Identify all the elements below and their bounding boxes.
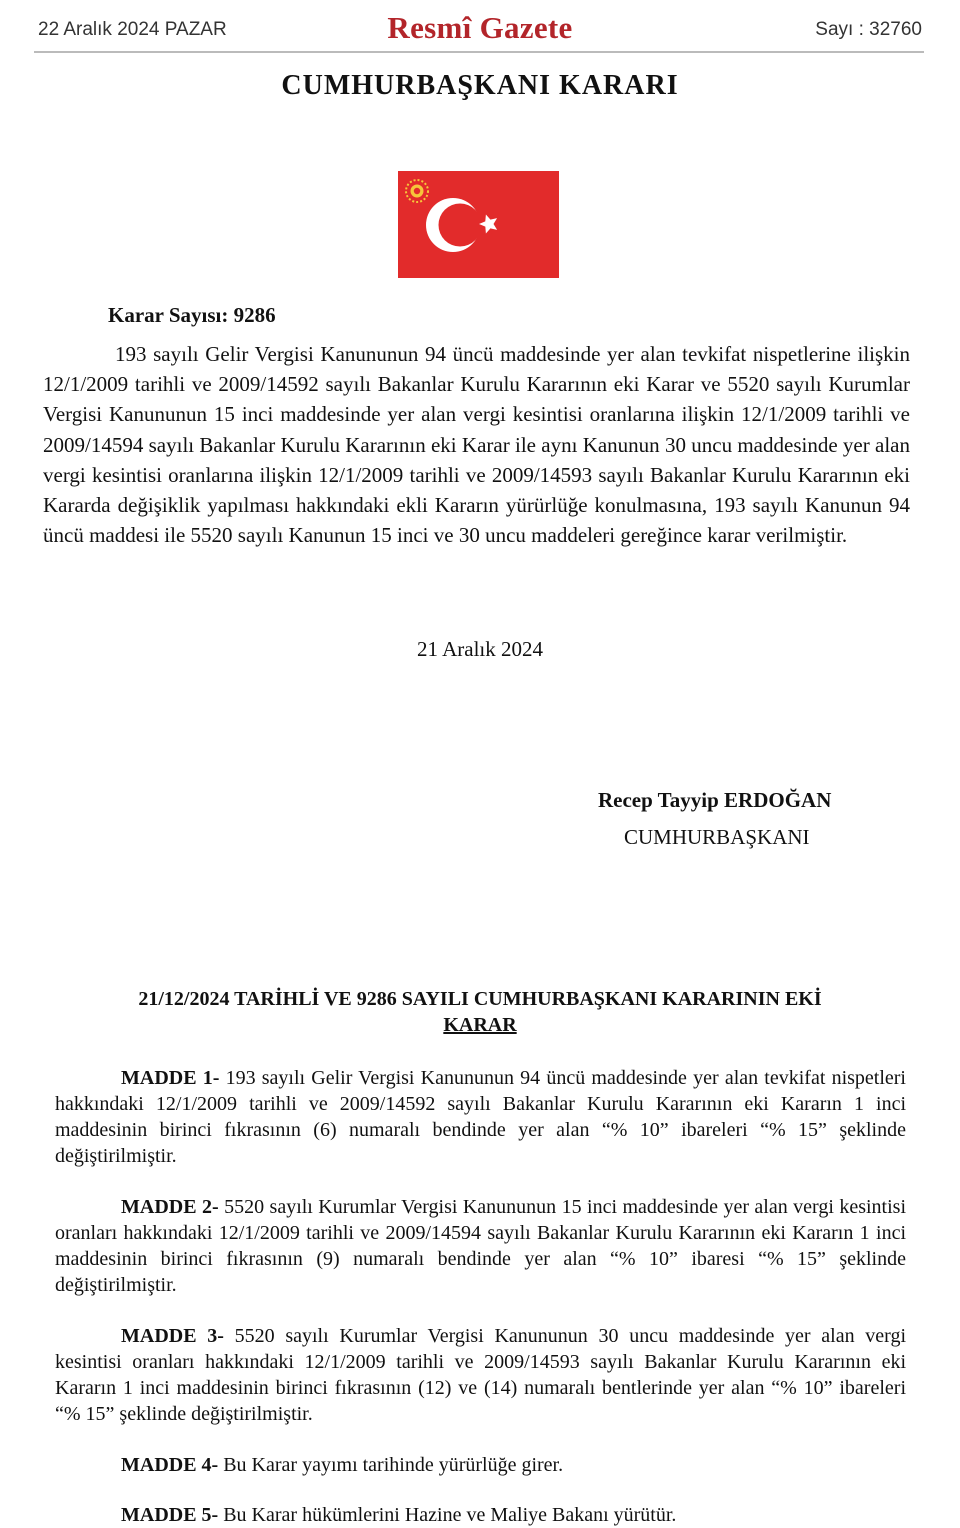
issue-number: Sayı : 32760 xyxy=(815,19,922,40)
article-5 xyxy=(55,1502,906,1528)
article-text: Bu Karar hükümlerini Hazine ve Maliye Bakanı yürütür. xyxy=(223,1504,677,1526)
article-label: MADDE 5- xyxy=(121,1504,219,1526)
article-text: 193 sayılı Gelir Vergisi Kanununun 94 üncü maddesinde yer alan tevkifat nispetleri hakkındaki 12/1/2009 tarihli ve 2009/14592 sayılı Bakanlar Kurulu Kararının eki Kararın 1 inci maddesinin birinci fıkrasının (6) numaralı bendinde yer alan “% 10” ibareleri “% 15” şeklinde değiştirilmiştir. xyxy=(55,1067,906,1167)
signer-title: CUMHURBAŞKANI xyxy=(624,825,810,849)
signature-date: 21 Aralık 2024 xyxy=(417,637,543,661)
annex-title xyxy=(60,986,900,1038)
annex-title-line2: KARAR xyxy=(443,1014,517,1036)
signer-name: Recep Tayyip ERDOĞAN xyxy=(598,788,832,812)
header-divider xyxy=(34,51,924,53)
article-label: MADDE 1- xyxy=(121,1067,220,1089)
gazette-header xyxy=(38,10,922,50)
article-4 xyxy=(55,1452,906,1478)
article-text: Bu Karar yayımı tarihinde yürürlüğe girer. xyxy=(223,1454,564,1476)
turkish-flag-icon xyxy=(398,171,559,278)
decision-number: Karar Sayısı: 9286 xyxy=(108,303,276,327)
article-label: MADDE 3- xyxy=(121,1325,224,1347)
gazette-title: Resmî Gazete xyxy=(387,10,573,45)
preamble-paragraph: 193 sayılı Gelir Vergisi Kanununun 94 üncü maddesinde yer alan tevkifat nispetlerine ilişkin 12/1/2009 tarihli ve 2009/14592 sayılı Bakanlar Kurulu Kararının eki Karar ve 5520 sayılı Kurumlar Vergisi Kanununun 15 inci maddesinde yer alan vergi kesintisi oranlarına ilişkin 12/1/2009 tarihli ve 2009/14594 sayılı Bakanlar Kurulu Kararının eki Karar ile aynı Kanunun 30 uncu maddesinde yer alan vergi kesintisi oranlarına ilişkin 12/1/2009 tarihli ve 2009/14593 sayılı Bakanlar Kurulu Kararının eki Kararda değişiklik yapılması hakkındaki ekli Kararın yürürlüğe konulmasına, 193 sayılı Kanunun 94 üncü maddesi ile 5520 sayılı Kanunun 15 inci ve 30 uncu maddeleri gereğince karar verilmiştir. xyxy=(43,342,910,548)
article-text: 5520 sayılı Kurumlar Vergisi Kanununun 30 uncu maddesinde yer alan vergi kesintisi oranları hakkındaki 12/1/2009 tarihli ve 2009/14593 sayılı Bakanlar Kurulu Kararının eki Kararın 1 inci maddesinin birinci fıkrasının (12) ve (14) numaralı bentlerinde yer alan “% 10” ibareleri “% 15” şeklinde değiştirilmiştir. xyxy=(55,1325,907,1425)
document-type-heading: CUMHURBAŞKANI KARARI xyxy=(281,70,679,101)
article-text: 5520 sayılı Kurumlar Vergisi Kanununun 15 inci maddesinde yer alan vergi kesintisi oranları hakkındaki 12/1/2009 tarihli ve 2009/14594 sayılı Bakanlar Kurulu Kararının eki Kararın 1 inci maddesinin birinci fıkrasının (9) numaralı bendinde yer alan “% 10” ibaresi “% 15” şeklinde değiştirilmiştir. xyxy=(55,1196,907,1296)
article-2 xyxy=(55,1194,906,1298)
article-3 xyxy=(55,1323,906,1427)
publication-date: 22 Aralık 2024 PAZAR xyxy=(38,19,227,40)
article-label: MADDE 2- xyxy=(121,1196,219,1218)
annex-title-line1: 21/12/2024 TARİHLİ VE 9286 SAYILI CUMHURBAŞKANI KARARININ EKİ xyxy=(138,988,822,1010)
article-1 xyxy=(55,1065,906,1169)
article-label: MADDE 4- xyxy=(121,1454,219,1476)
